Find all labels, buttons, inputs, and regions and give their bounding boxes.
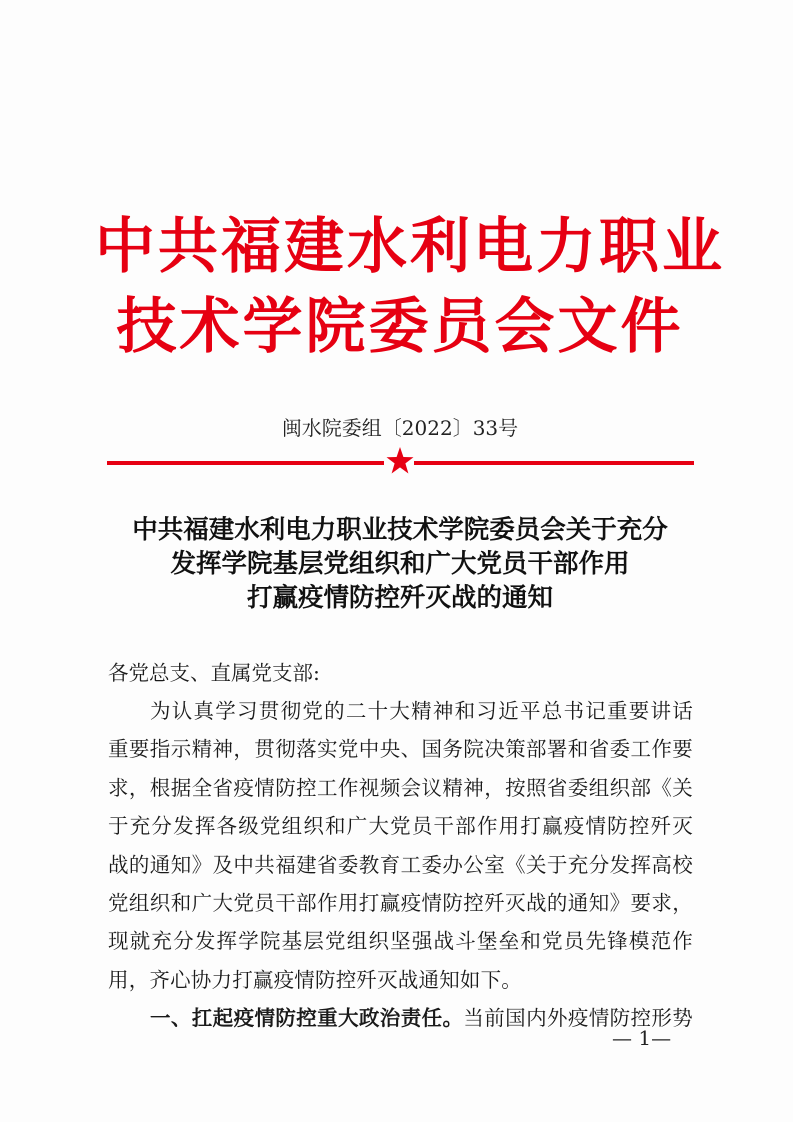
page-number: — 1— xyxy=(612,1026,672,1050)
notice-title-line-2: 发挥学院基层党组织和广大党员干部作用 xyxy=(170,549,630,579)
red-separator-left xyxy=(107,461,384,465)
body-line: 战的通知》及中共福建省委教育工委办公室《关于充分发挥高校 xyxy=(108,852,693,877)
body-line: 求，根据全省疫情防控工作视频会议精神，按照省委组织部《关 xyxy=(108,775,693,800)
section-1-text: 当前国内外疫情防控形势 xyxy=(463,1006,694,1031)
body-line: 党组织和广大党员干部作用打赢疫情防控歼灭战的通知》要求， xyxy=(108,891,693,915)
body-line: 重要指示精神，贯彻落实党中央、国务院决策部署和省委工作要 xyxy=(108,737,693,762)
document-number: 闽水院委组〔2022〕33号 xyxy=(281,416,519,440)
salutation: 各党总支、直属党支部: xyxy=(108,661,320,685)
section-1-heading: 一、扛起疫情防控重大政治责任。 xyxy=(150,1006,464,1031)
body-line: 于充分发挥各级党组织和广大党员干部作用打赢疫情防控歼灭 xyxy=(108,814,693,839)
red-star-icon xyxy=(386,446,414,476)
red-separator-right xyxy=(414,461,694,465)
body-line: 用，齐心协力打赢疫情防控歼灭战通知如下。 xyxy=(108,967,522,992)
masthead-line-2: 技术学院委员会文件 xyxy=(116,292,684,362)
masthead-line-1: 中共福建水利电力职业 xyxy=(95,212,725,282)
notice-title-line-1: 中共福建水利电力职业技术学院委员会关于充分 xyxy=(132,515,668,545)
body-line: 现就充分发挥学院基层党组织坚强战斗堡垒和党员先锋模范作 xyxy=(108,929,693,954)
notice-title-line-3: 打赢疫情防控歼灭战的通知 xyxy=(246,583,553,613)
body-line: 为认真学习贯彻党的二十大精神和习近平总书记重要讲话 xyxy=(150,699,693,723)
